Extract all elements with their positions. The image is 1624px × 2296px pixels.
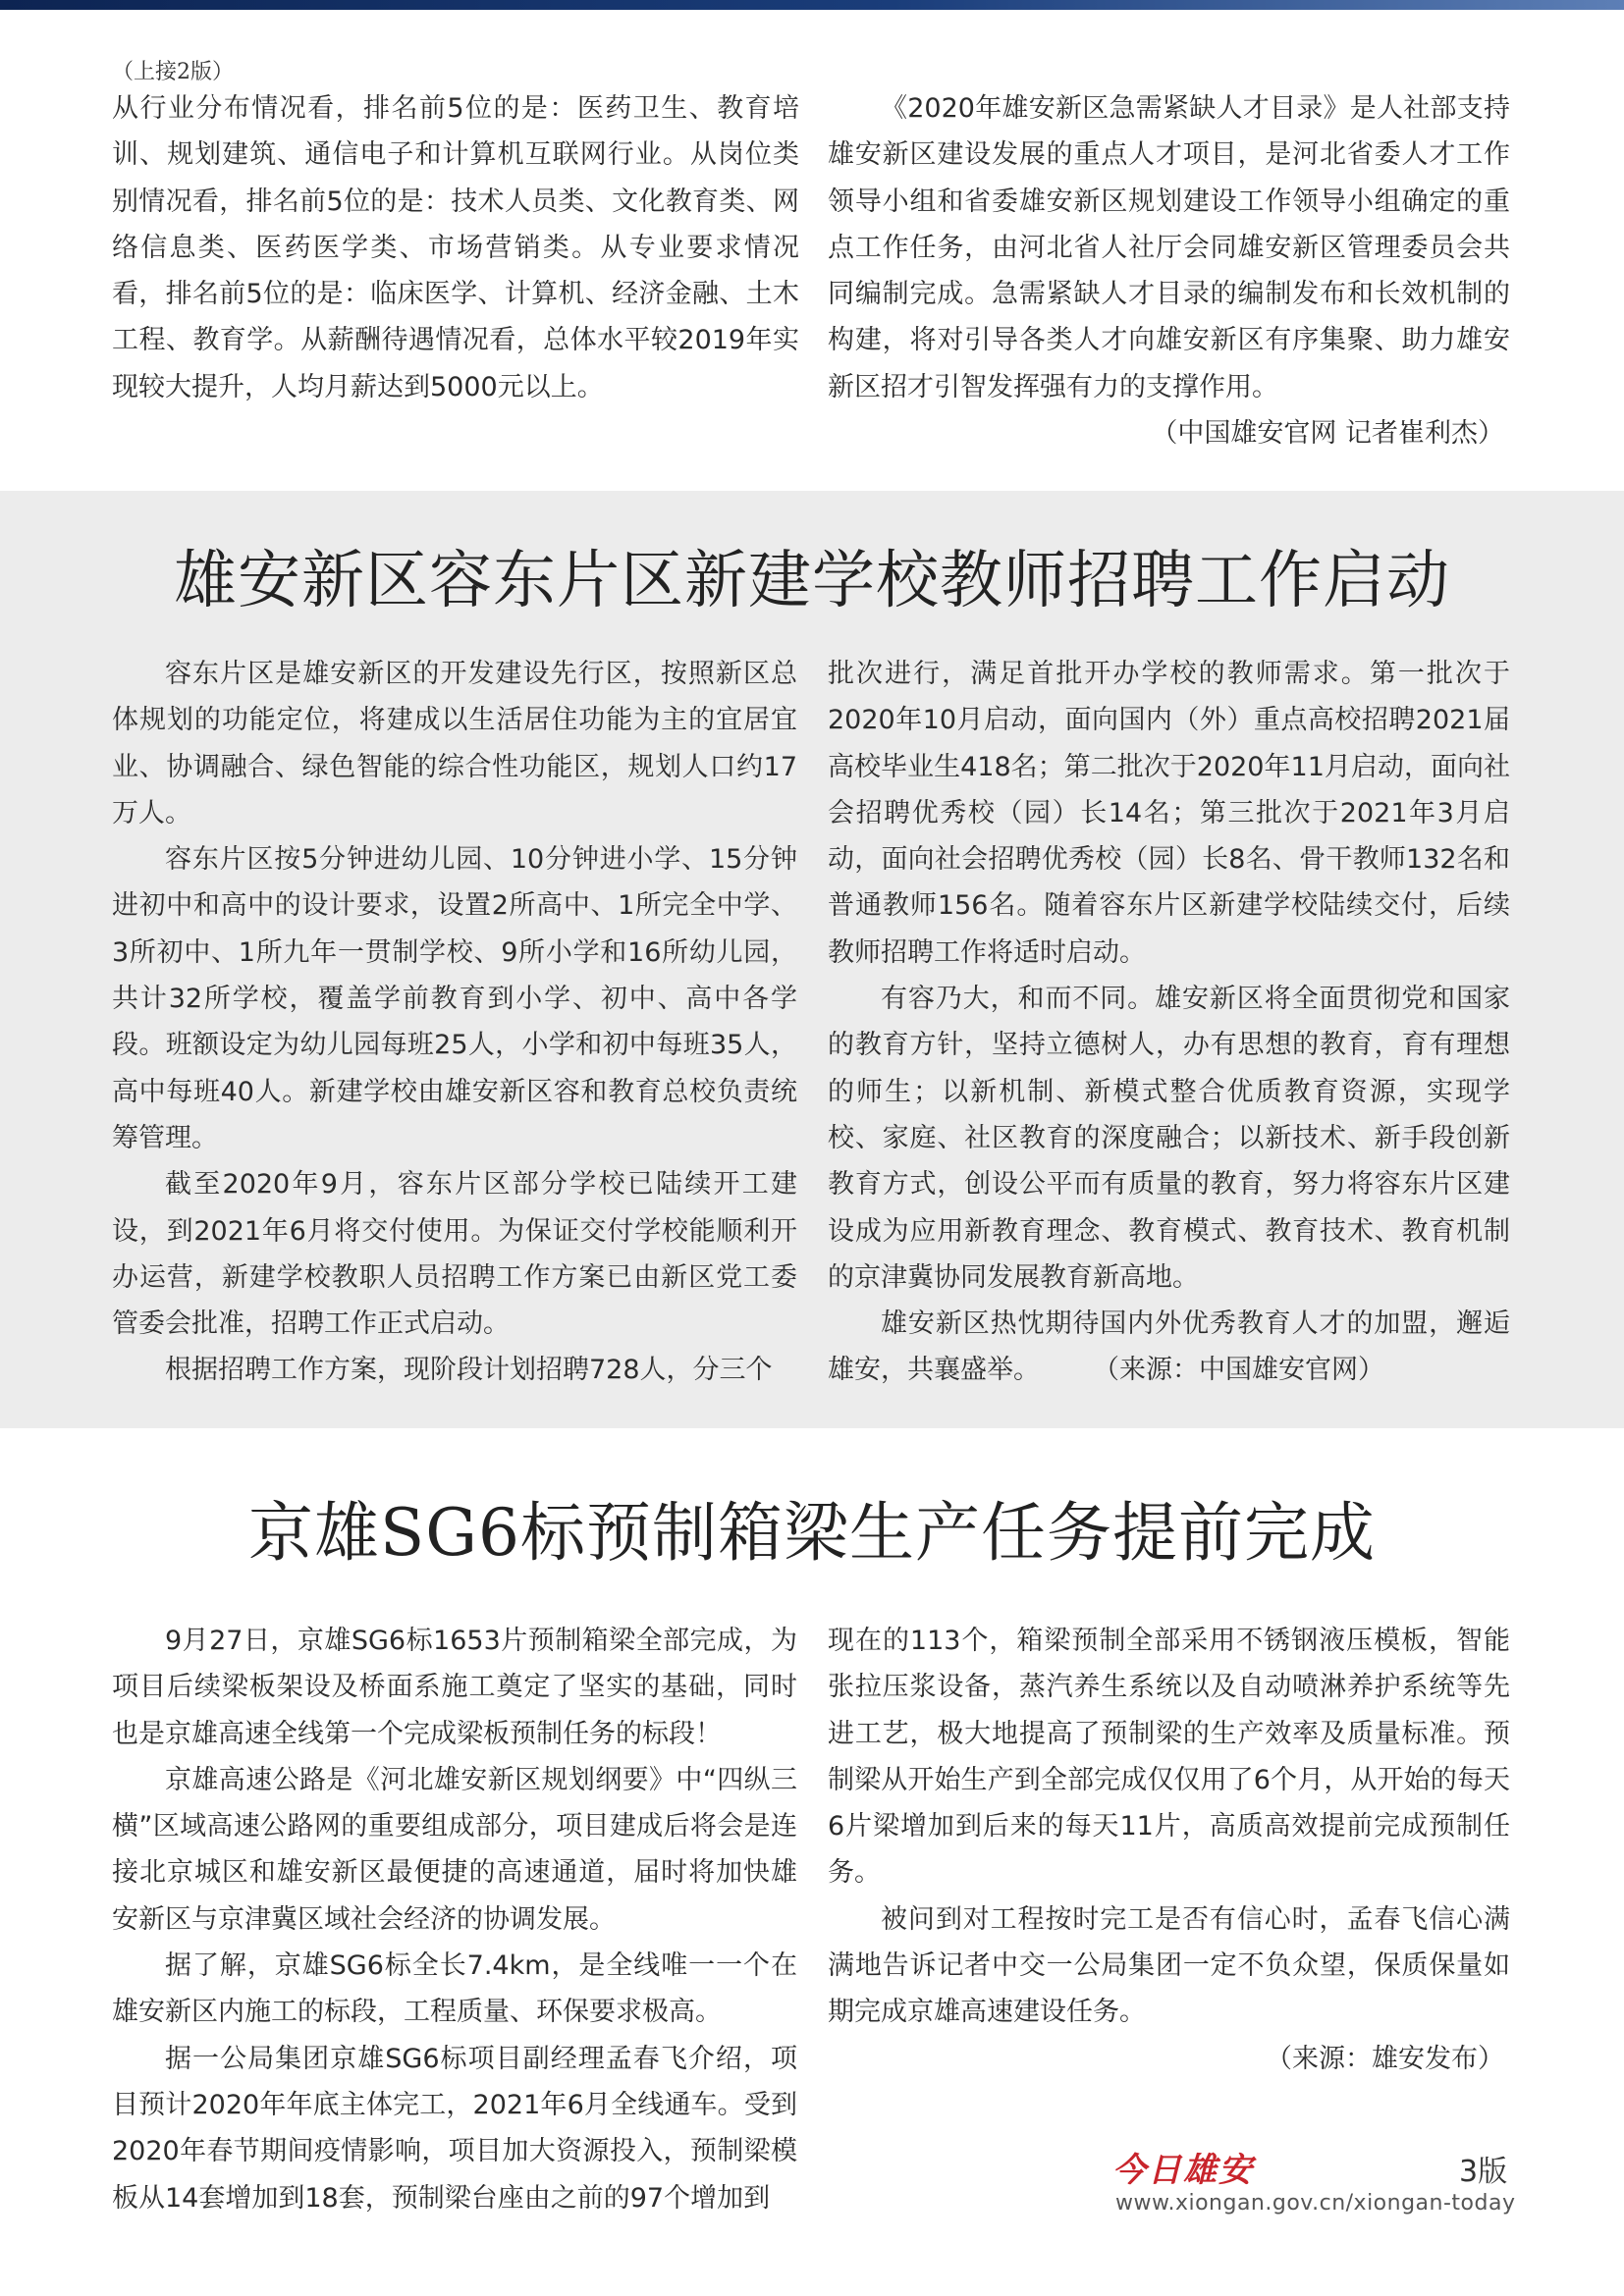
paragraph: 9月27日，京雄SG6标1653片预制箱梁全部完成，为项目后续梁板架设及桥面系施工奠定了坚实的基础，同时也是京雄高速全线第一个完成梁板预制任务的标段！ (112, 1626, 797, 1749)
article1-left-column (112, 651, 797, 1394)
top-right-column (828, 85, 1510, 456)
article1-right-column (828, 651, 1510, 1394)
paragraph: 容东片区按5分钟进幼儿园、10分钟进小学、15分钟进初中和高中的设计要求，设置2所高中、1所完全中学、3所初中、1所九年一贯制学校、9所小学和16所幼儿园，共计32所学校，覆盖学前教育到小学、初中、高中各学段。班额设定为幼儿园每班25人，小学和初中每班35人，高中每班40人。新建学校由雄安新区容和教育总校负责统筹管理。 (112, 844, 797, 1153)
today-xiongan-logo: 今日雄安 (1112, 2151, 1254, 2190)
paragraph: 容东片区是雄安新区的开发建设先行区，按照新区总体规划的功能定位，将建成以生活居住功能为主的宜居宜业、协调融合、绿色智能的综合性功能区，规划人口约17万人。 (112, 659, 797, 828)
article1-headline: 雄安新区容东片区新建学校教师招聘工作启动 (174, 545, 1450, 617)
paragraph: 据一公局集团京雄SG6标项目副经理孟春飞介绍，项目预计2020年年底主体完工，2021年6月全线通车。受到2020年春节期间疫情影响，项目加大资源投入，预制梁模板从14套增加到18套，预制梁台座由之前的97个增加到 (112, 2043, 797, 2214)
paragraph: 从行业分布情况看，排名前5位的是：医药卫生、教育培训、规划建筑、通信电子和计算机互联网行业。从岗位类别情况看，排名前5位的是：技术人员类、文化教育类、网络信息类、医药医学类、市场营销类。从专业要求情况看，排名前5位的是：临床医学、计算机、经济金融、土木工程、教育学。从薪酬待遇情况看，总体水平较2019年实现较大提升，人均月薪达到5000元以上。 (112, 93, 799, 402)
paragraph: 被问到对工程按时完工是否有信心时，孟春飞信心满满地告诉记者中交一公局集团一定不负众望，保质保量如期完成京雄高速建设任务。 (828, 1903, 1510, 2028)
paragraph: 有容乃大，和而不同。雄安新区将全面贯彻党和国家的教育方针，坚持立德树人，办有思想的教育，育有理想的师生；以新机制、新模式整合优质教育资源，实现学校、家庭、社区教育的深度融合；以新技术、新手段创新教育方式，创设公平而有质量的教育，努力将容东片区建设成为应用新教育理念、教育模式、教育技术、教育机制的京津冀协同发展教育新高地。 (828, 984, 1510, 1293)
source-credit: （来源：雄安发布） (1266, 2043, 1504, 2074)
paragraph: 根据招聘工作方案，现阶段计划招聘728人，分三个 (165, 1355, 773, 1386)
article2-left-column (112, 1618, 797, 2221)
footer-url: www.xiongan.gov.cn/xiongan-today (1115, 2191, 1516, 2216)
paragraph: 京雄高速公路是《河北雄安新区规划纲要》中“四纵三横”区域高速公路网的重要组成部分，项目建成后将会是连接北京城区和雄安新区最便捷的高速通道，届时将加快雄安新区与京津冀区域社会经济的协调发展。 (112, 1764, 797, 1935)
paragraph: 现在的113个，箱梁预制全部采用不锈钢液压模板，智能张拉压浆设备，蒸汽养生系统以及自动喷淋养护系统等先进工艺，极大地提高了预制梁的生产效率及质量标准。预制梁从开始生产到全部完成仅仅用了6个月，从开始的每天6片梁增加到后来的每天11片，高质高效提前完成预制任务。 (828, 1626, 1510, 1889)
source-credit: （中国雄安官网 记者崔利杰） (1151, 418, 1504, 450)
paragraph: 雄安新区热忱期待国内外优秀教育人才的加盟，邂逅雄安，共襄盛举。 （来源：中国雄安官网） (828, 1308, 1510, 1386)
top-color-bar (0, 0, 1624, 10)
top-left-column (112, 85, 799, 410)
continued-from-label: （上接2版） (112, 60, 234, 84)
paragraph: 批次进行，满足首批开办学校的教师需求。第一批次于2020年10月启动，面向国内（外）重点高校招聘2021届高校毕业生418名；第二批次于2020年11月启动，面向社会招聘优秀校（园）长14名；第三批次于2021年3月启动，面向社会招聘优秀校（园）长8名、骨干教师132名和普通教师156名。随着容东片区新建学校陆续交付，后续教师招聘工作将适时启动。 (828, 659, 1510, 968)
paragraph: 《2020年雄安新区急需紧缺人才目录》是人社部支持雄安新区建设发展的重点人才项目，是河北省委人才工作领导小组和省委雄安新区规划建设工作领导小组确定的重点工作任务，由河北省人社厅会同雄安新区管理委员会共同编制完成。急需紧缺人才目录的编制发布和长效机制的构建，将对引导各类人才向雄安新区有序集聚、助力雄安新区招才引智发挥强有力的支撑作用。 (828, 93, 1510, 402)
article2-right-column (828, 1618, 1510, 2082)
paragraph: 据了解，京雄SG6标全长7.4km，是全线唯一一个在雄安新区内施工的标段，工程质量、环保要求极高。 (112, 1950, 797, 2028)
article2-headline: 京雄SG6标预制箱梁生产任务提前完成 (248, 1495, 1376, 1571)
page-number: 3版 (1459, 2155, 1508, 2189)
paragraph: 截至2020年9月，容东片区部分学校已陆续开工建设，到2021年6月将交付使用。为保证交付学校能顺利开办运营，新建学校教职人员招聘工作方案已由新区党工委管委会批准，招聘工作正式启动。 (112, 1169, 797, 1340)
